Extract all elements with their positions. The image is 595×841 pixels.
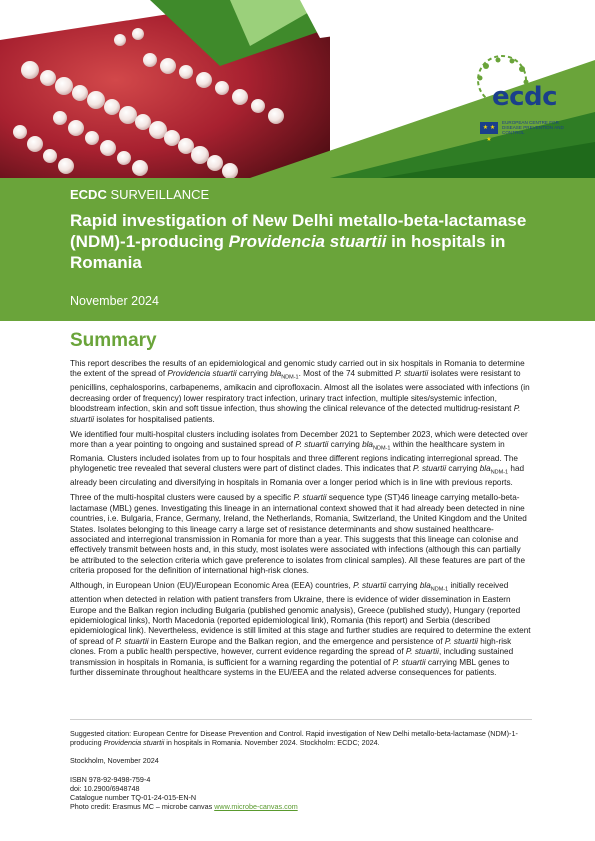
text-run: We identified four multi-hospital clusters including isolates from December 2021 to September 2023, which were detected over more than a year pointing to ongoing and sustained spread of bbox=[70, 429, 528, 449]
text-run: This report describes the results of an epidemiological and genomic study carried out in six hospitals in Romania to determine the extent of the spread of bbox=[70, 359, 525, 379]
summary-heading: Summary bbox=[70, 330, 157, 351]
italic-term: Providencia stuartii bbox=[167, 369, 237, 379]
summary-paragraph-2 bbox=[70, 430, 532, 489]
summary-body bbox=[70, 359, 532, 683]
text-run: high-risk clones. From a public health perspective, however, current evidence regarding the spread of bbox=[70, 636, 512, 657]
italic-term: P. stuartii bbox=[70, 404, 521, 424]
logo-tagline: EUROPEAN CENTRE FOR DISEASE PREVENTION AND CONTROL bbox=[502, 120, 564, 136]
title-species: Providencia stuartii bbox=[228, 232, 387, 251]
italic-term: P. stuartii bbox=[444, 636, 478, 646]
doi: doi: 10.2900/6948748 bbox=[70, 783, 140, 793]
italic-term: bla bbox=[479, 464, 491, 474]
eu-flag-icon: ★ ★ ★ bbox=[480, 122, 498, 134]
cover-photo bbox=[0, 0, 595, 178]
suggested-citation bbox=[70, 729, 532, 747]
italic-term: P. stuartii bbox=[392, 657, 426, 667]
text-run: carrying bbox=[328, 439, 363, 449]
text-run: carrying MBL genes to further disseminate throughout healthcare systems in the EU/EEA and the related adverse consequences for patients. bbox=[70, 657, 510, 678]
text-run: sequence type (ST)46 lineage carrying metallo-beta-lactamase (MBL) genes. Investigating this lineage in an international context showed that it had already been detected in nine countries, i.e. Bulgaria, France, Germany, Ireland, the Netherlands, Romania, Switzerland, the United Kingdom and the United States. Isolates belonging to this lineage carry a large set of resistance determinants and show sustained healthcare-associated and interregional transmission in Romania for more than a year. This suggests that this lineage can colonise and effectively transmit between hosts and, in this study, most isolates were associated with infections (although this can partially be attributed to the selection criteria which gave preference to isolates from clinical samples). All these features are part of the criteria proposed for the definition of international high-risk clones. bbox=[70, 493, 527, 576]
gene-subscript: NDM-1 bbox=[430, 586, 449, 593]
italic-term: bla bbox=[419, 581, 431, 591]
gene-subscript: NDM-1 bbox=[373, 445, 391, 452]
italic-term: bla bbox=[270, 369, 282, 379]
text-run: isolates for hospitalised patients. bbox=[94, 414, 215, 424]
italic-term: P. stuartii bbox=[405, 647, 439, 657]
series-label-bold: ECDC bbox=[70, 187, 107, 202]
italic-term: P. stuartii bbox=[293, 493, 327, 503]
series-label bbox=[70, 187, 209, 202]
footer bbox=[70, 729, 532, 811]
text-run: within the healthcare system in Romania. Clusters included isolates from up to four hospitals and three different regions indicating interregional spread. The phylogenetic tree revealed that several clusters were part of distinct clades. This indicates that bbox=[70, 439, 518, 474]
text-run: Although, in European Union (EU)/European Economic Area (EEA) countries, bbox=[70, 581, 354, 591]
italic-term: P. stuartii bbox=[395, 369, 429, 379]
report-title bbox=[70, 210, 570, 273]
text-run: carrying bbox=[236, 369, 271, 379]
series-label-rest: SURVEILLANCE bbox=[106, 187, 210, 202]
report-date: November 2024 bbox=[70, 294, 159, 308]
italic-term: P. stuartii bbox=[295, 439, 329, 449]
footer-divider bbox=[70, 719, 532, 720]
title-part-1: Rapid investigation of New Delhi metallo-beta-lactamase (NDM)-1-producing bbox=[70, 211, 527, 251]
title-band bbox=[0, 178, 595, 321]
catalogue-number: Catalogue number TQ-01-24-015-EN-N bbox=[70, 793, 197, 803]
text-run: had already been circulating and diversifying in hospitals in Romania over a longer period which is in line with previous reports. bbox=[70, 464, 525, 488]
photo-credit bbox=[70, 802, 532, 811]
text-run: in Eastern Europe and the Balkan region, and the emergence and persistence of bbox=[148, 636, 445, 646]
summary-paragraph-3 bbox=[70, 493, 532, 576]
italic-term: bla bbox=[362, 439, 373, 449]
summary-paragraph-4 bbox=[70, 581, 532, 678]
text-run: initially received attention when detected in relation with patient transfers from Ukraine, there is evidence of wider dissemination in Eastern Europe and the Balkan region including Bulgaria (published genomic analysis), Greece (published study), Hungary (reported epidemiological links), North Macedonia (reported epidemiological link), Romania (this report) and Serbia (described epidemiological link). Nevertheless, evidence is still limited at this stage and further studies are required to determine the extent of spread of bbox=[70, 581, 531, 646]
italic-term: P. stuartii bbox=[413, 464, 447, 474]
photo-credit-link[interactable]: www.microbe-canvas.com bbox=[214, 802, 298, 812]
text-run: carrying bbox=[386, 581, 420, 591]
ecdc-logo bbox=[458, 52, 568, 143]
citation-text-a: Suggested citation: European Centre for Disease Prevention and Control. Rapid investigation of New Delhi metallo-beta-lactamase (NDM)-1-producing bbox=[70, 729, 518, 748]
text-run: isolates were resistant to penicillins, cephalosporins, carbapenems, amikacin and ciprofloxacin. Almost all the isolates were associated with infections (in decreasing order of frequency) lower respiratory tract infection, urinary tract infection, multiple sites/systemic infection, bloodstream infection, skin and soft tissue infection, thus showing the clinical relevance of the detected multidrug-resistant bbox=[70, 369, 530, 414]
text-run: carrying bbox=[446, 464, 480, 474]
title-part-2: in hospitals in Romania bbox=[70, 232, 506, 272]
italic-term: P. stuartii bbox=[115, 636, 149, 646]
photo-credit-text: Photo credit: Erasmus MC – microbe canvas bbox=[70, 802, 215, 812]
isbn: ISBN 978-92-9498-759-4 bbox=[70, 774, 151, 784]
logo-wordmark: ecdc bbox=[492, 82, 558, 112]
text-run: , including sustained transmission in hospitals in Romania, is sufficient for a warning regarding the potential of bbox=[70, 647, 514, 667]
gene-subscript: NDM-1 bbox=[490, 470, 509, 477]
citation-text-b: in hospitals in Romania. November 2024. Stockholm: ECDC; 2024. bbox=[164, 738, 380, 748]
place-date: Stockholm, November 2024 bbox=[70, 756, 159, 766]
summary-paragraph-1 bbox=[70, 359, 532, 425]
text-run: Three of the multi-hospital clusters were caused by a specific bbox=[70, 493, 294, 503]
gene-subscript: NDM-1 bbox=[281, 375, 299, 382]
text-run: . Most of the 74 submitted bbox=[298, 369, 396, 379]
italic-term: P. stuartii bbox=[353, 581, 387, 591]
citation-species: Providencia stuartii bbox=[103, 738, 165, 748]
